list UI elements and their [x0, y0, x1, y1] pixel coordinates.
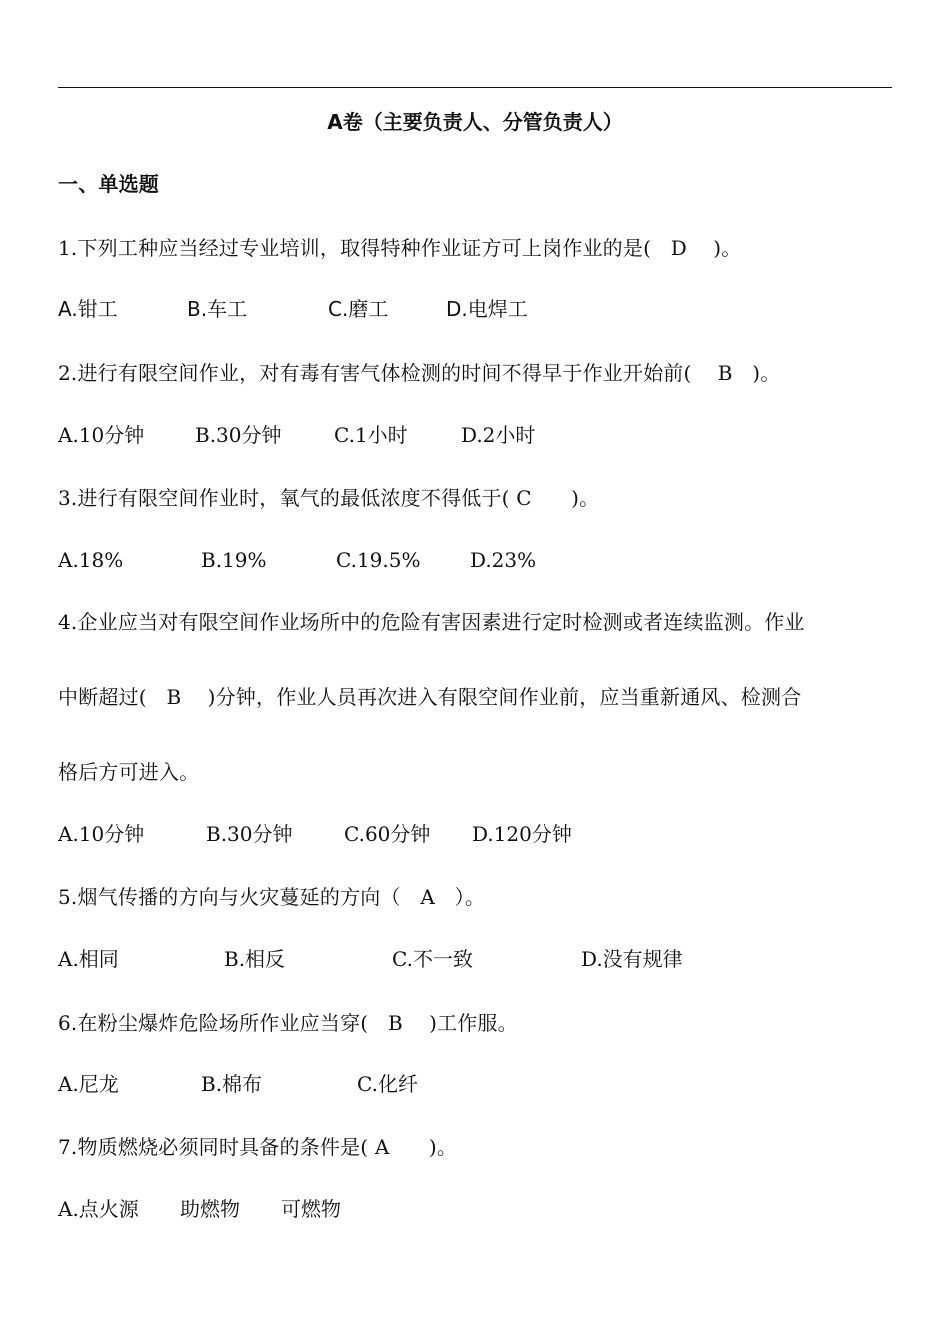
q5-option-a: A.相同	[58, 947, 119, 971]
q7-option-c: 可燃物	[281, 1197, 341, 1221]
q5-option-b: B.相反	[224, 947, 286, 971]
q2-option-b: B.30分钟	[195, 423, 282, 447]
header-rule	[58, 87, 892, 88]
q3-option-a: A.18%	[58, 548, 124, 572]
question-4-text-line-2: 中断超过( B )分钟，作业人员再次进入有限空间作业前，应当重新通风、检测合	[58, 685, 802, 709]
q3-option-c: C.19.5%	[336, 548, 421, 572]
q5-option-d: D.没有规律	[581, 947, 683, 971]
q3-option-d: D.23%	[470, 548, 537, 572]
question-1-text: 1.下列工种应当经过专业培训，取得特种作业证方可上岗作业的是( D )。	[58, 236, 742, 260]
q4-option-b: B.30分钟	[206, 822, 293, 846]
q5-option-c: C.不一致	[392, 947, 473, 971]
page-title: A卷（主要负责人、分管负责人）	[327, 110, 623, 134]
q3-option-b: B.19%	[201, 548, 267, 572]
q6-option-b: B.棉布	[201, 1072, 263, 1096]
question-4-text-line-1: 4.企业应当对有限空间作业场所中的危险有害因素进行定时检测或者连续监测。作业	[58, 610, 805, 634]
q7-option-b: 助燃物	[180, 1197, 240, 1221]
question-7-text: 7.物质燃烧必须同时具备的条件是( A )。	[58, 1135, 458, 1159]
q6-option-c: C.化纤	[357, 1072, 418, 1096]
q2-option-c: C.1小时	[334, 423, 408, 447]
q2-option-d: D.2小时	[461, 423, 536, 447]
q1-option-c: C.磨工	[328, 297, 389, 321]
q6-option-a: A.尼龙	[58, 1072, 119, 1096]
q4-option-c: C.60分钟	[344, 822, 431, 846]
q4-option-d: D.120分钟	[472, 822, 572, 846]
q2-option-a: A.10分钟	[58, 423, 145, 447]
question-3-text: 3.进行有限空间作业时，氧气的最低浓度不得低于( C )。	[58, 486, 600, 510]
q1-option-a: A.钳工	[58, 297, 118, 321]
q1-option-b: B.车工	[187, 297, 248, 321]
q4-option-a: A.10分钟	[58, 822, 145, 846]
question-2-text: 2.进行有限空间作业，对有毒有害气体检测的时间不得早于作业开始前( B )。	[58, 361, 781, 385]
q1-option-d: D.电焊工	[446, 297, 528, 321]
question-4-text-line-3: 格后方可进入。	[58, 760, 200, 784]
section-heading: 一、单选题	[58, 172, 159, 196]
question-5-text: 5.烟气传播的方向与火灾蔓延的方向（ A ）。	[58, 885, 486, 909]
q7-option-a: A.点火源	[58, 1197, 139, 1221]
question-6-text: 6.在粉尘爆炸危险场所作业应当穿( B )工作服。	[58, 1011, 518, 1035]
